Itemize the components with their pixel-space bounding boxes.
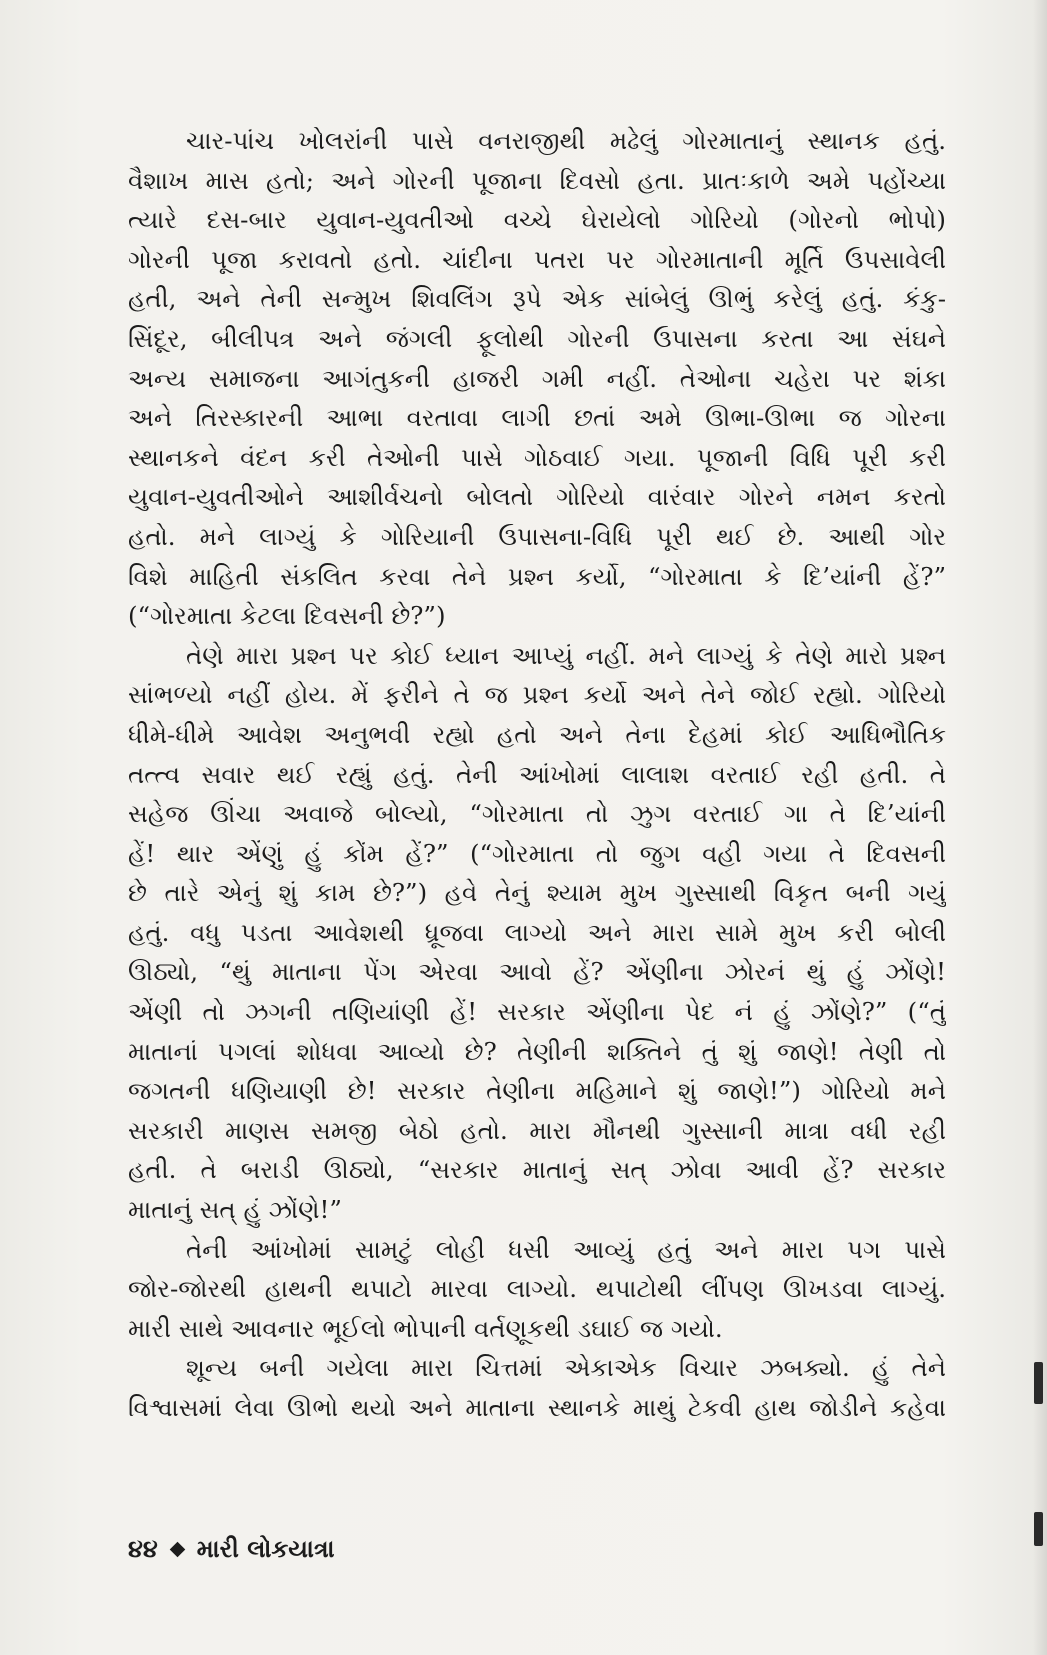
text-line: વિશ્વાસમાં લેવા ઊભો થયો અને માતાના સ્થાનકે માથું ટેકવી હાથ જોડીને કહેવા <box>128 1393 946 1422</box>
text-line: વૈશાખ માસ હતો; અને ગોરની પૂજાના દિવસો હતા. પ્રાતઃકાળે અમે પહોંચ્યા <box>128 165 946 195</box>
page-edge-shadow <box>1033 0 1047 1655</box>
page-number: ૪૪ <box>128 1535 158 1563</box>
text-line: વિશે માહિતી સંકલિત કરવા તેને પ્રશ્ન કર્યો, “ગોરમાતા કે દિ’યાંની હેં?” <box>128 561 946 591</box>
text-line: ત્યારે દસ-બાર યુવાન-યુવતીઓ વચ્ચે ઘેરાયેલો ગોરિયો (ગોરનો ભોપો) <box>128 205 946 235</box>
text-line: હેં! થાર એંણું હું કોંમ હેં?” (“ગોરમાતા તો જુગ વહી ગયા તે દિવસની <box>128 838 946 868</box>
text-line: ગોરની પૂજા કરાવતો હતો. ચાંદીના પતરા પર ગોરમાતાની મૂર્તિ ઉપસાવેલી <box>128 244 946 274</box>
paragraph <box>128 121 946 636</box>
text-line: ચાર-પાંચ ખોલરાંની પાસે વનરાજીથી મઢેલું ગોરમાતાનું સ્થાનક હતું. <box>186 126 946 155</box>
text-line: શૂન્ય બની ગયેલા મારા ચિત્તમાં એકાએક વિચાર ઝબક્યો. હું તેને <box>186 1353 946 1383</box>
text-line: તેણે મારા પ્રશ્ન પર કોઈ ધ્યાન આપ્યું નહીં. મને લાગ્યું કે તેણે મારો પ્રશ્ન <box>186 640 946 670</box>
text-line: જગતની ધણિયાણી છે! સરકાર તેણીના મહિમાને શું જાણે!”) ગોરિયો મને <box>128 1076 946 1106</box>
paragraph <box>128 1348 946 1427</box>
page-footer <box>128 1535 334 1563</box>
text-line: માતાનું સત્ હું ઝોંણે!” <box>128 1195 342 1225</box>
text-line: તત્ત્વ સવાર થઈ રહ્યું હતું. તેની આંખોમાં લાલાશ વરતાઈ રહી હતી. તે <box>128 759 946 789</box>
paragraph <box>128 636 946 1230</box>
text-line: યુવાન-યુવતીઓને આશીર્વચનો બોલતો ગોરિયો વારંવાર ગોરને નમન કરતો <box>128 482 946 512</box>
text-line: હતી, અને તેની સન્મુખ શિવલિંગ રૂપે એક સાંબેલું ઊભું કરેલું હતું. કંકુ- <box>128 284 946 314</box>
text-line: હતી. તે બરાડી ઊઠ્યો, “સરકાર માતાનું સત્ ઝોવા આવી હેં? સરકાર <box>128 1155 946 1185</box>
text-line: તેની આંખોમાં સામટું લોહી ધસી આવ્યું હતું અને મારા પગ પાસે <box>186 1234 946 1264</box>
text-line: સાંભળ્યો નહીં હોય. મેં ફરીને તે જ પ્રશ્ન કર્યો અને તેને જોઈ રહ્યો. ગોરિયો <box>128 680 946 710</box>
text-line: મારી સાથે આવનાર ભૂઈલો ભોપાની વર્તણૂકથી ડઘાઈ જ ગયો. <box>128 1313 723 1343</box>
book-title: મારી લોકયાત્રા <box>196 1535 335 1563</box>
text-line: ધીમે-ધીમે આવેશ અનુભવી રહ્યો હતો અને તેના દેહમાં કોઈ આધિભૌતિક <box>128 719 946 749</box>
text-line: છે તારે એનું શું કામ છે?”) હવે તેનું શ્યામ મુખ ગુસ્સાથી વિકૃત બની ગયું <box>128 878 946 908</box>
text-line: હતો. મને લાગ્યું કે ગોરિયાની ઉપાસના-વિધિ પૂરી થઈ છે. આથી ગોર <box>128 521 946 551</box>
edge-tab-mark <box>1034 1512 1043 1546</box>
text-line: જોર-જોરથી હાથની થપાટો મારવા લાગ્યો. થપાટોથી લીંપણ ઊખડવા લાગ્યું. <box>128 1274 946 1304</box>
text-line: હતું. વધુ પડતા આવેશથી ધ્રૂજવા લાગ્યો અને મારા સામે મુખ કરી બોલી <box>128 917 946 947</box>
text-line: એંણી તો ઝગની તણિયાંણી હેં! સરકાર એંણીના પેદ નં હું ઝોંણે?” (“તું <box>128 997 946 1027</box>
body-text <box>128 121 946 1428</box>
paragraph <box>128 1230 946 1349</box>
text-line: માતાનાં પગલાં શોધવા આવ્યો છે? તેણીની શક્તિને તું શું જાણે! તેણી તો <box>128 1036 946 1066</box>
edge-tab-mark <box>1034 1362 1043 1404</box>
text-line: સ્થાનકને વંદન કરી તેઓની પાસે ગોઠવાઈ ગયા. પૂજાની વિધિ પૂરી કરી <box>128 442 946 472</box>
text-line: અને તિરસ્કારની આભા વરતાવા લાગી છતાં અમે ઊભા-ઊભા જ ગોરના <box>128 403 946 433</box>
text-line: સિંદૂર, બીલીપત્ર અને જંગલી ફૂલોથી ગોરની ઉપાસના કરતા આ સંઘને <box>128 323 946 353</box>
text-line: (“ગોરમાતા કેટલા દિવસની છે?”) <box>128 601 446 631</box>
text-line: ઊઠ્યો, “થું માતાના પેંગ એરવા આવો હેં? એંણીના ઝોરનં થું હું ઝોંણે! <box>128 957 946 987</box>
text-line: સરકારી માણસ સમજી બેઠો હતો. મારા મૌનથી ગુસ્સાની માત્રા વધી રહી <box>128 1115 946 1145</box>
text-line: અન્ય સમાજના આગંતુકની હાજરી ગમી નહીં. તેઓના ચહેરા પર શંકા <box>128 363 946 393</box>
text-line: સહેજ ઊંચા અવાજે બોલ્યો, “ગોરમાતા તો ઝુગ વરતાઈ ગા તે દિ’યાંની <box>128 799 946 829</box>
diamond-bullet-icon <box>169 1541 185 1557</box>
